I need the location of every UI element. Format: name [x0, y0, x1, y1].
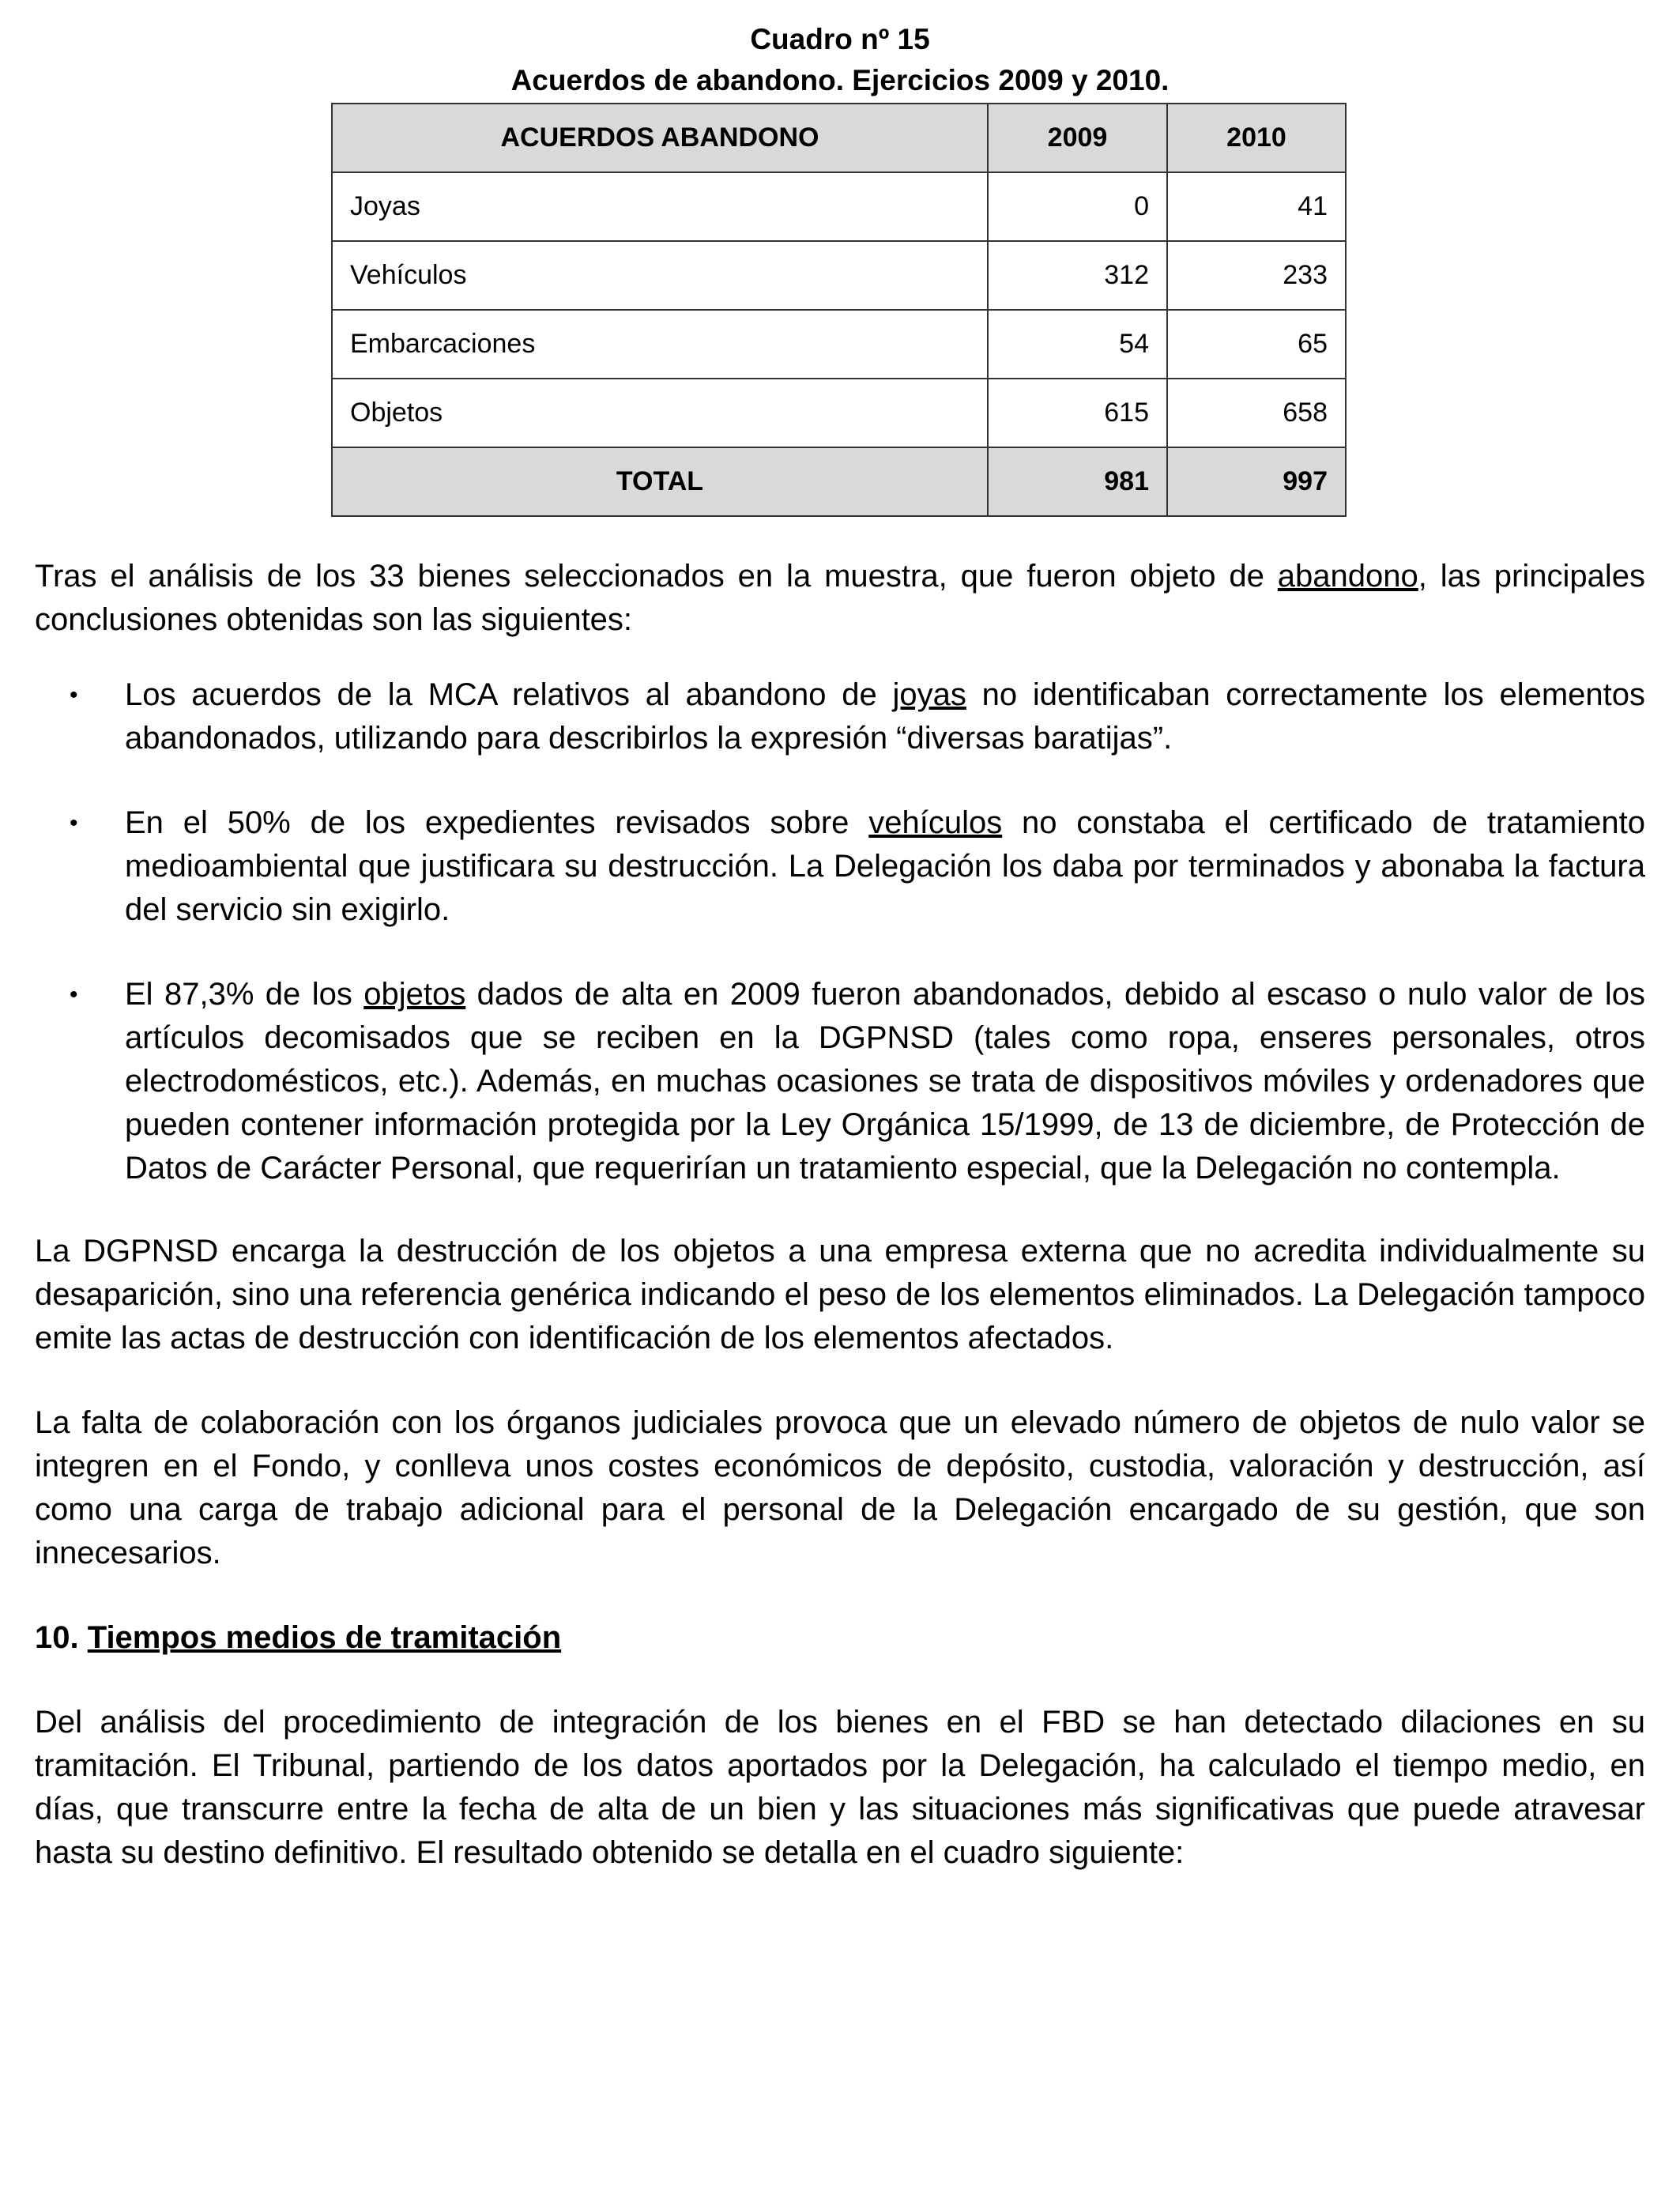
document-page — [35, 19, 1645, 1875]
row-value-2009: 0 — [988, 172, 1167, 241]
intro-paragraph — [35, 555, 1645, 642]
section-title: Tiempos medios de tramitación — [87, 1620, 562, 1655]
bullet-text-before: El 87,3% de los — [125, 977, 364, 1012]
bullet-underlined-term: vehículos — [868, 805, 1003, 840]
bullet-icon: • — [70, 682, 78, 708]
bullet-underlined-term: objetos — [363, 977, 466, 1012]
bullet-text-after: dados de alta en 2009 fueron abandonados, debido al escaso o nulo valor de los artículos decomisados que se reciben en la DGPNSD (tales como ropa, enseres personales, otros electrodomésticos, etc.). Además, en muchas ocasiones se trata de dispositivos móviles y ordenadores que pueden contener información protegida por la Ley Orgánica 15/1999, de 13 de diciembre, de Protección de Datos de Carácter Personal, que requerirían un tratamiento especial, que la Delegación no contempla. — [125, 977, 1645, 1186]
row-value-2010: 658 — [1167, 379, 1346, 447]
bullet-text-before: Los acuerdos de la MCA relativos al abandono de — [125, 677, 893, 712]
row-label: Vehículos — [332, 241, 988, 310]
table-row — [332, 241, 1346, 310]
total-2009: 981 — [988, 447, 1167, 516]
table-header-row — [332, 104, 1346, 172]
total-2010: 997 — [1167, 447, 1346, 516]
row-value-2009: 615 — [988, 379, 1167, 447]
bullet-underlined-term: joyas — [892, 677, 966, 712]
header-concept: ACUERDOS ABANDONO — [332, 104, 988, 172]
bullet-text-before: En el 50% de los expedientes revisados sobre — [125, 805, 869, 840]
intro-text-before: Tras el análisis de los 33 bienes seleccionados en la muestra, que fueron objeto de — [35, 559, 1278, 594]
bullet-text-after: no constaba el certificado de tratamiento medioambiental que justificara su destrucción. La Delegación los daba por terminados y abonaba la factura del servicio sin exigirlo. — [125, 805, 1645, 927]
row-value-2010: 41 — [1167, 172, 1346, 241]
destruction-paragraph: La DGPNSD encarga la destrucción de los objetos a una empresa externa que no acredita individualmente su desaparición, sino una referencia genérica indicando el peso de los elementos eliminados. La Delegación tampoco emite las actas de destrucción con identificación de los elementos afectados. — [35, 1234, 1645, 1355]
table-row — [332, 379, 1346, 447]
row-label: Objetos — [332, 379, 988, 447]
header-2009: 2009 — [988, 104, 1167, 172]
table-total-row — [332, 447, 1346, 516]
list-item — [35, 673, 1645, 760]
table-row — [332, 172, 1346, 241]
section-heading — [35, 1616, 1645, 1660]
conclusions-list — [35, 673, 1645, 1190]
intro-underlined-term: abandono — [1277, 559, 1418, 594]
caption-number: Cuadro nº 15 — [750, 23, 930, 55]
caption-title: Acuerdos de abandono. Ejercicios 2009 y 2010. — [510, 64, 1170, 96]
row-value-2010: 233 — [1167, 241, 1346, 310]
header-2010: 2010 — [1167, 104, 1346, 172]
collaboration-paragraph: La falta de colaboración con los órganos judiciales provoca que un elevado número de objetos de nulo valor se integren en el Fondo, y conlleva unos costes económicos de depósito, custodia, valoración y destrucción, así como una carga de trabajo adicional para el personal de la Delegación encargado de su gestión, que son innecesarios. — [35, 1405, 1645, 1570]
bullet-icon: • — [70, 982, 78, 1008]
list-item — [35, 801, 1645, 932]
analysis-paragraph: Del análisis del procedimiento de integración de los bienes en el FBD se han detectado dilaciones en su tramitación. El Tribunal, partiendo de los datos aportados por la Delegación, ha calculado el tiempo medio, en días, que transcurre entre la fecha de alta de un bien y las situaciones más significativas que puede atravesar hasta su destino definitivo. El resultado obtenido se detalla en el cuadro siguiente: — [35, 1705, 1645, 1870]
bullet-text-after: no identificaban correctamente los elementos abandonados, utilizando para describirlos la expresión “diversas baratijas”. — [125, 677, 1646, 756]
table-row — [332, 310, 1346, 379]
intro-text-after: , las principales conclusiones obtenidas son las siguientes: — [35, 559, 1646, 637]
row-value-2009: 312 — [988, 241, 1167, 310]
section-number: 10. — [35, 1620, 79, 1655]
abandonment-table — [331, 103, 1347, 517]
total-label: TOTAL — [332, 447, 988, 516]
row-value-2010: 65 — [1167, 310, 1346, 379]
row-label: Joyas — [332, 172, 988, 241]
table-caption — [35, 19, 1645, 101]
bullet-icon: • — [70, 810, 78, 836]
row-label: Embarcaciones — [332, 310, 988, 379]
list-item — [35, 973, 1645, 1190]
row-value-2009: 54 — [988, 310, 1167, 379]
